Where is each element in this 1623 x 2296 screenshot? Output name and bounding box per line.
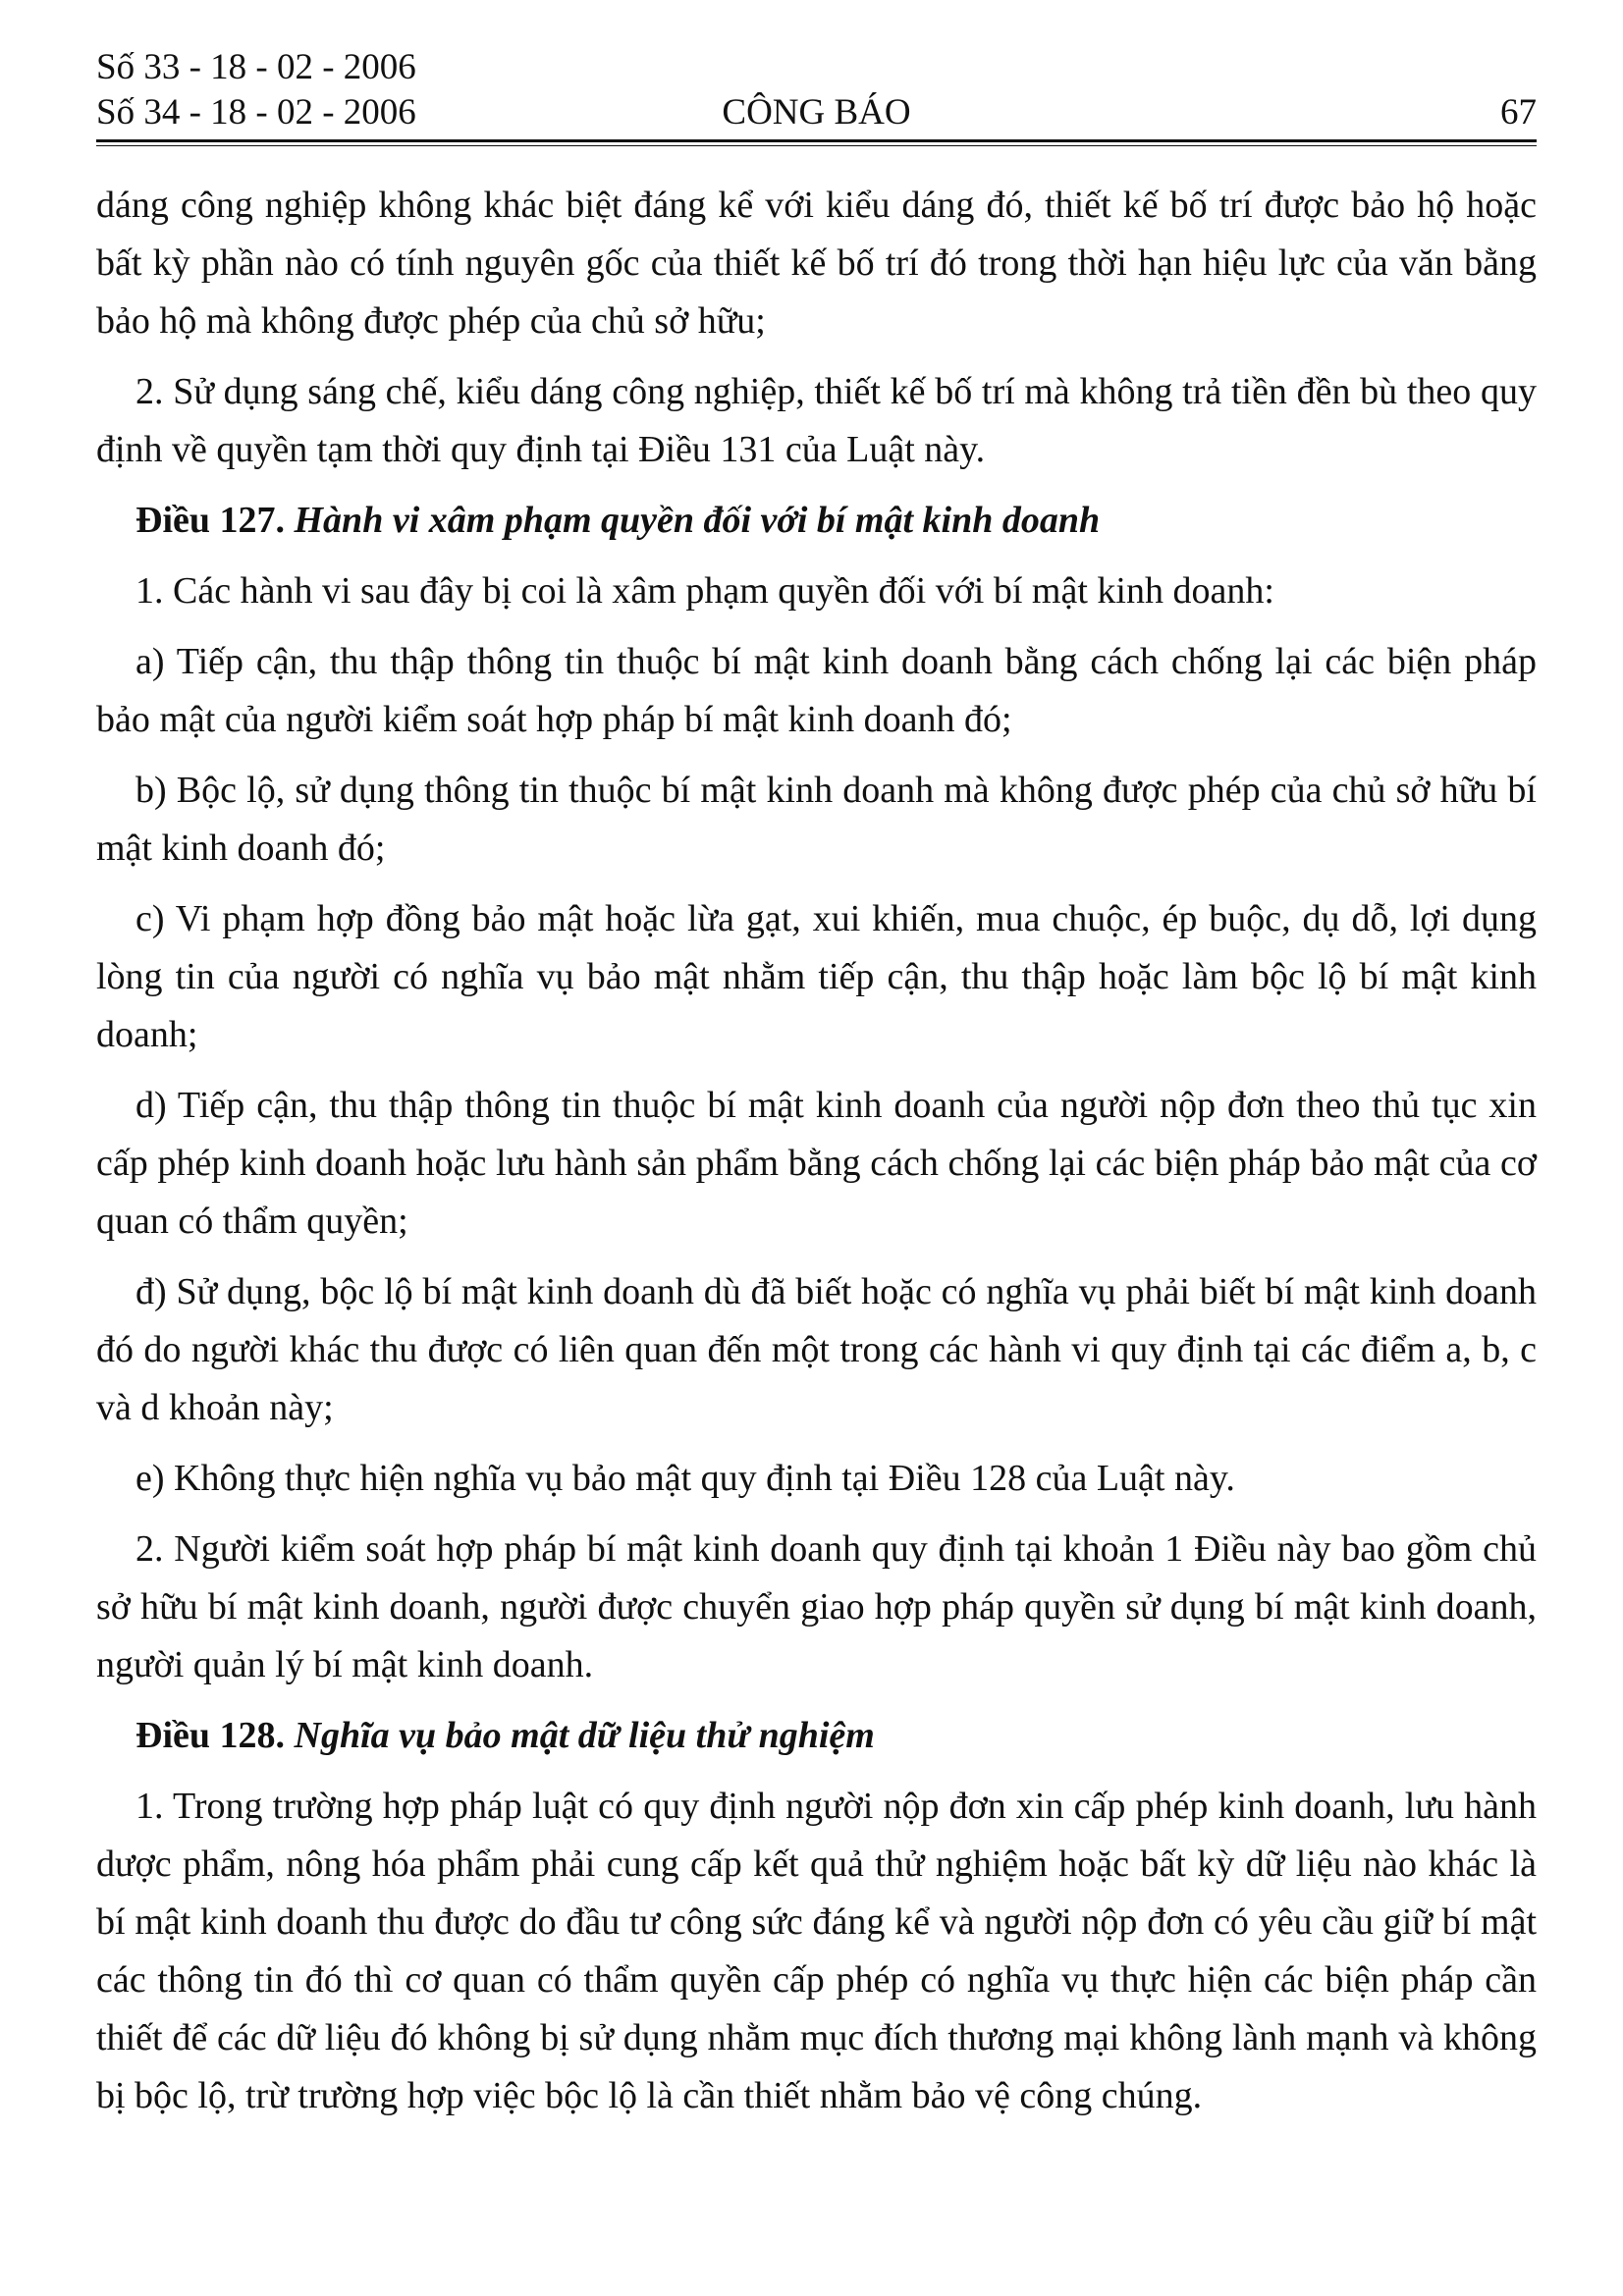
article-127-heading	[96, 492, 1537, 550]
header-rule	[96, 139, 1537, 142]
paragraph-point-e: e) Không thực hiện nghĩa vụ bảo mật quy định tại Điều 128 của Luật này.	[135, 1458, 1235, 1499]
paragraph-point-c: c) Vi phạm hợp đồng bảo mật hoặc lừa gạt, xui khiến, mua chuộc, ép buộc, dụ dỗ, lợi dụng lòng tin của người có nghĩa vụ bảo mật nhằm tiếp cận, thu thập hoặc làm bộc lộ bí mật kinh doanh;	[96, 898, 1537, 1055]
paragraph-point-d: d) Tiếp cận, thu thập thông tin thuộc bí mật kinh doanh của người nộp đơn theo thủ tục xin cấp phép kinh doanh hoặc lưu hành sản phẩm bằng cách chống lại các biện pháp bảo mật của cơ quan có thẩm quyền;	[96, 1085, 1537, 1242]
gazette-title: CÔNG BÁO	[722, 92, 911, 133]
header-rule-thin	[96, 145, 1537, 146]
paragraph-article-128-clause-1: 1. Trong trường hợp pháp luật có quy định người nộp đơn xin cấp phép kinh doanh, lưu hành dược phẩm, nông hóa phẩm phải cung cấp kết quả thử nghiệm hoặc bất kỳ dữ liệu nào khác là bí mật kinh doanh thu được do đầu tư công sức đáng kể và người nộp đơn có yêu cầu giữ bí mật các thông tin đó thì cơ quan có thẩm quyền cấp phép có nghĩa vụ thực hiện các biện pháp cần thiết để các dữ liệu đó không bị sử dụng nhằm mục đích thương mại không lành mạnh và không bị bộc lộ, trừ trường hợp việc bộc lộ là cần thiết nhằm bảo vệ công chúng.	[96, 1786, 1537, 2116]
issue-number-2: Số 34 - 18 - 02 - 2006	[96, 92, 416, 133]
article-128-heading	[96, 1707, 1537, 1765]
page-number: 67	[1500, 92, 1537, 133]
article-127-title: Hành vi xâm phạm quyền đối với bí mật kinh doanh	[294, 500, 1101, 541]
page-header	[96, 45, 1537, 139]
paragraph-clause-2b: 2. Người kiểm soát hợp pháp bí mật kinh doanh quy định tại khoản 1 Điều này bao gồm chủ sở hữu bí mật kinh doanh, người được chuyển giao hợp pháp quyền sử dụng bí mật kinh doanh, người quản lý bí mật kinh doanh.	[96, 1528, 1537, 1685]
paragraph-continuation: dáng công nghiệp không khác biệt đáng kể với kiểu dáng đó, thiết kế bố trí được bảo hộ hoặc bất kỳ phần nào có tính nguyên gốc của thiết kế bố trí đó trong thời hạn hiệu lực của văn bằng bảo hộ mà không được phép của chủ sở hữu;	[96, 185, 1537, 342]
article-128-title: Nghĩa vụ bảo mật dữ liệu thử nghiệm	[294, 1715, 875, 1756]
paragraph-clause-2: 2. Sử dụng sáng chế, kiểu dáng công nghiệp, thiết kế bố trí mà không trả tiền đền bù theo quy định về quyền tạm thời quy định tại Điều 131 của Luật này.	[96, 371, 1537, 470]
article-128-number: Điều 128.	[135, 1715, 285, 1756]
issue-number-1: Số 33 - 18 - 02 - 2006	[96, 47, 416, 87]
document-body	[96, 177, 1537, 2138]
article-127-number: Điều 127.	[135, 500, 285, 541]
paragraph-point-dd: đ) Sử dụng, bộc lộ bí mật kinh doanh dù đã biết hoặc có nghĩa vụ phải biết bí mật kinh doanh đó do người khác thu được có liên quan đến một trong các hành vi quy định tại các điểm a, b, c và d khoản này;	[96, 1271, 1537, 1428]
issue-line-2-row	[96, 90, 1537, 135]
paragraph-clause-1: 1. Các hành vi sau đây bị coi là xâm phạm quyền đối với bí mật kinh doanh:	[135, 570, 1274, 612]
paragraph-point-b: b) Bộc lộ, sử dụng thông tin thuộc bí mật kinh doanh mà không được phép của chủ sở hữu bí mật kinh doanh đó;	[96, 770, 1537, 869]
paragraph-point-a: a) Tiếp cận, thu thập thông tin thuộc bí mật kinh doanh bằng cách chống lại các biện pháp bảo mật của người kiểm soát hợp pháp bí mật kinh doanh đó;	[96, 641, 1537, 740]
